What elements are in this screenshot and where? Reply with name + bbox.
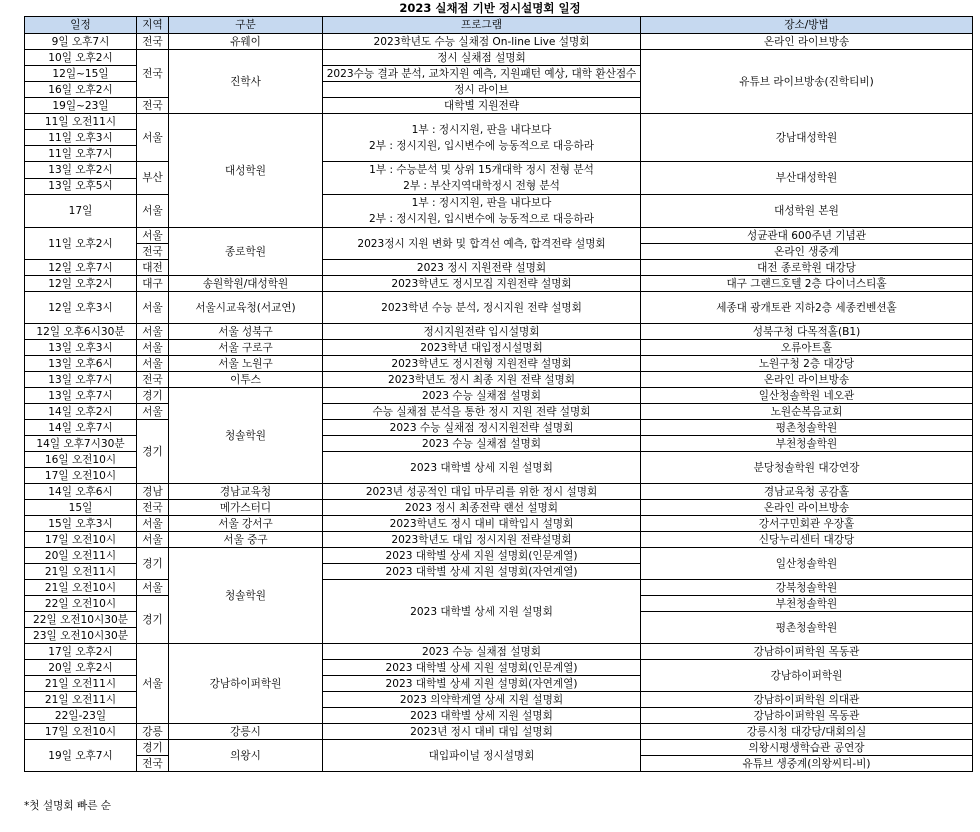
table-row — [25, 516, 973, 532]
venue-cell: 대구 그랜드호텔 2층 다이너스티홀 — [641, 276, 973, 292]
venue-cell: 노원구청 2층 대강당 — [641, 356, 973, 372]
org-cell: 메가스터디 — [169, 500, 323, 516]
region-cell: 서울 — [137, 114, 169, 162]
program-cell: 2023 정시 최종전략 랜선 설명회 — [323, 500, 641, 516]
program-cell: 2023 정시 지원전략 설명회 — [323, 260, 641, 276]
date-cell: 16일 오후2시 — [25, 82, 137, 98]
venue-cell: 일산청솔학원 — [641, 548, 973, 580]
date-cell: 15일 오후3시 — [25, 516, 137, 532]
region-cell: 전국 — [137, 372, 169, 388]
org-cell: 이투스 — [169, 372, 323, 388]
program-cell: 2023 대학별 상세 지원 설명회(자연계열) — [323, 676, 641, 692]
program-cell: 2023년 정시 대비 대입 설명회 — [323, 724, 641, 740]
org-cell: 송원학원/대성학원 — [169, 276, 323, 292]
program-cell — [323, 162, 641, 195]
venue-cell: 온라인 라이브방송 — [641, 34, 973, 50]
program-line: 1부 : 정시지원, 판을 내다보다 — [411, 123, 552, 136]
region-cell: 서울 — [137, 580, 169, 596]
table-row — [25, 228, 973, 244]
table-row — [25, 724, 973, 740]
venue-cell: 대성학원 본원 — [641, 195, 973, 228]
date-cell: 14일 오후2시 — [25, 404, 137, 420]
region-cell: 서울 — [137, 644, 169, 724]
table-row — [25, 548, 973, 564]
footnote: *첫 설명회 빠른 순 — [24, 800, 112, 812]
program-cell: 정시 라이브 — [323, 82, 641, 98]
venue-cell: 강남하이퍼학원 목동관 — [641, 644, 973, 660]
venue-cell: 부천청솔학원 — [641, 596, 973, 612]
date-cell: 17일 오전10시 — [25, 532, 137, 548]
program-cell: 2023학년도 정시 대비 대학입시 설명회 — [323, 516, 641, 532]
table-row — [25, 580, 973, 596]
date-cell: 13일 오후3시 — [25, 340, 137, 356]
program-cell: 2023 대학별 상세 지원 설명회(인문계열) — [323, 548, 641, 564]
program-cell: 2023학년도 대입 정시지원 전략설명회 — [323, 532, 641, 548]
program-line: 2부 : 정시지원, 입시변수에 능동적으로 대응하라 — [369, 139, 594, 152]
venue-cell: 온라인 생중계 — [641, 244, 973, 260]
venue-cell: 오류아트홀 — [641, 340, 973, 356]
region-cell: 서울 — [137, 356, 169, 372]
header-date: 일정 — [25, 17, 137, 34]
program-cell: 2023 수능 실채점 설명회 — [323, 388, 641, 404]
date-cell: 19일 오후7시 — [25, 740, 137, 772]
date-cell: 14일 오후6시 — [25, 484, 137, 500]
table-row — [25, 260, 973, 276]
table-row — [25, 388, 973, 404]
venue-cell: 의왕시평생학습관 공연장 — [641, 740, 973, 756]
program-cell: 2023 대학별 상세 지원 설명회 — [323, 452, 641, 484]
org-cell: 서울 구로구 — [169, 340, 323, 356]
table-row — [25, 500, 973, 516]
header-region: 지역 — [137, 17, 169, 34]
table-row — [25, 50, 973, 66]
page-title: 2023 실채점 기반 정시설명회 일정 — [399, 1, 581, 15]
program-cell: 2023년 성공적인 대입 마무리를 위한 정시 설명회 — [323, 484, 641, 500]
region-cell: 전국 — [137, 500, 169, 516]
region-cell: 서울 — [137, 516, 169, 532]
venue-cell: 노원순복음교회 — [641, 404, 973, 420]
date-cell: 12일 오후2시 — [25, 276, 137, 292]
venue-cell: 온라인 라이브방송 — [641, 500, 973, 516]
venue-cell: 분당청솔학원 대강연장 — [641, 452, 973, 484]
date-cell: 21일 오전11시 — [25, 564, 137, 580]
date-cell: 22일-23일 — [25, 708, 137, 724]
region-cell: 전국 — [137, 34, 169, 50]
date-cell: 13일 오후2시 — [25, 162, 137, 179]
program-cell: 수능 실채점 분석을 통한 정시 지원 전략 설명회 — [323, 404, 641, 420]
org-cell: 서울 중구 — [169, 532, 323, 548]
date-cell: 21일 오전10시 — [25, 580, 137, 596]
date-cell: 22일 오전10시30분 — [25, 612, 137, 628]
date-cell: 15일 — [25, 500, 137, 516]
program-cell: 2023학년도 정시모집 지원전략 설명회 — [323, 276, 641, 292]
date-cell: 14일 오후7시30분 — [25, 436, 137, 452]
program-cell: 정시지원전략 입시설명회 — [323, 324, 641, 340]
date-cell: 11일 오후3시 — [25, 130, 137, 146]
venue-cell: 평촌청솔학원 — [641, 420, 973, 436]
venue-cell: 강남하이퍼학원 — [641, 660, 973, 692]
region-cell: 서울 — [137, 324, 169, 340]
venue-cell: 강북청솔학원 — [641, 580, 973, 596]
org-cell: 서울시교육청(서교연) — [169, 292, 323, 324]
region-cell: 대전 — [137, 260, 169, 276]
date-cell: 12일 오후3시 — [25, 292, 137, 324]
region-cell: 부산 — [137, 162, 169, 195]
program-cell: 2023학년도 정시전형 지원전략 설명회 — [323, 356, 641, 372]
venue-cell: 유튜브 라이브방송(진학티비) — [641, 50, 973, 114]
date-cell: 16일 오전10시 — [25, 452, 137, 468]
venue-cell: 부산대성학원 — [641, 162, 973, 195]
schedule-table — [24, 16, 973, 772]
org-cell: 서울 성북구 — [169, 324, 323, 340]
date-cell: 17일 오전10시 — [25, 468, 137, 484]
table-row — [25, 162, 973, 179]
table-row — [25, 292, 973, 324]
venue-cell: 성북구청 다목적홀(B1) — [641, 324, 973, 340]
venue-cell: 평촌청솔학원 — [641, 612, 973, 644]
venue-cell: 강남하이퍼학원 목동관 — [641, 708, 973, 724]
date-cell: 11일 오후7시 — [25, 146, 137, 162]
venue-cell: 경남교육청 공감홀 — [641, 484, 973, 500]
program-cell: 2023 대학별 상세 지원 설명회 — [323, 580, 641, 644]
program-cell: 2023 대학별 상세 지원 설명회(자연계열) — [323, 564, 641, 580]
date-cell: 12일~15일 — [25, 66, 137, 82]
date-cell: 20일 오전11시 — [25, 548, 137, 564]
program-cell: 2023 수능 실채점 정시지원전략 설명회 — [323, 420, 641, 436]
table-row — [25, 420, 973, 436]
date-cell: 10일 오후2시 — [25, 50, 137, 66]
org-cell: 종로학원 — [169, 228, 323, 276]
org-cell: 강릉시 — [169, 724, 323, 740]
date-cell: 11일 오후2시 — [25, 228, 137, 260]
date-cell: 17일 오후2시 — [25, 644, 137, 660]
program-cell: 2023학년도 수능 실채점 On-line Live 설명회 — [323, 34, 641, 50]
venue-cell: 신당누리센터 대강당 — [641, 532, 973, 548]
program-line: 1부 : 수능분석 및 상위 15개대학 정시 전형 분석 — [369, 164, 594, 176]
date-cell: 12일 오후7시 — [25, 260, 137, 276]
program-cell: 2023학년 수능 분석, 정시지원 전략 설명회 — [323, 292, 641, 324]
venue-cell: 강남하이퍼학원 의대관 — [641, 692, 973, 708]
region-cell: 전국 — [137, 98, 169, 114]
date-cell: 14일 오후7시 — [25, 420, 137, 436]
program-cell: 2023수능 결과 분석, 교차지원 예측, 지원패턴 예상, 대학 환산점수 — [323, 66, 641, 82]
table-row — [25, 356, 973, 372]
table-row — [25, 740, 973, 756]
date-cell: 22일 오전10시 — [25, 596, 137, 612]
org-cell: 대성학원 — [169, 114, 323, 228]
region-cell: 대구 — [137, 276, 169, 292]
date-cell: 9일 오후7시 — [25, 34, 137, 50]
org-cell: 진학사 — [169, 50, 323, 114]
program-line: 2부 : 정시지원, 입시변수에 능동적으로 대응하라 — [369, 213, 594, 225]
program-cell — [323, 114, 641, 162]
table-row — [25, 644, 973, 660]
region-cell: 경기 — [137, 388, 169, 404]
date-cell: 17일 오전10시 — [25, 724, 137, 740]
venue-cell: 온라인 라이브방송 — [641, 372, 973, 388]
program-cell: 정시 실채점 설명회 — [323, 50, 641, 66]
table-row — [25, 195, 973, 228]
program-cell: 대학별 지원전략 — [323, 98, 641, 114]
program-line: 1부 : 정시지원, 판을 내다보다 — [411, 197, 552, 209]
region-cell: 서울 — [137, 195, 169, 228]
date-cell: 13일 오후5시 — [25, 178, 137, 195]
venue-cell: 부천청솔학원 — [641, 436, 973, 452]
org-cell: 서울 강서구 — [169, 516, 323, 532]
org-cell: 청솔학원 — [169, 388, 323, 484]
table-row — [25, 484, 973, 500]
venue-cell: 성균관대 600주년 기념관 — [641, 228, 973, 244]
region-cell: 경기 — [137, 740, 169, 756]
header-category: 구분 — [169, 17, 323, 34]
region-cell: 경남 — [137, 484, 169, 500]
table-row — [25, 372, 973, 388]
program-cell: 2023 대학별 상세 지원 설명회(인문계열) — [323, 660, 641, 676]
region-cell: 전국 — [137, 756, 169, 772]
header-program: 프로그램 — [323, 17, 641, 34]
date-cell: 17일 — [25, 195, 137, 228]
date-cell: 20일 오후2시 — [25, 660, 137, 676]
program-cell: 2023학년 대입정시설명회 — [323, 340, 641, 356]
region-cell: 경기 — [137, 596, 169, 644]
program-cell: 2023 수능 실채점 설명회 — [323, 436, 641, 452]
org-cell: 경남교육청 — [169, 484, 323, 500]
region-cell: 경기 — [137, 548, 169, 580]
table-row — [25, 404, 973, 420]
date-cell: 12일 오후6시30분 — [25, 324, 137, 340]
program-cell: 2023 의약학계열 상세 지원 설명회 — [323, 692, 641, 708]
venue-cell: 강남대성학원 — [641, 114, 973, 162]
org-cell: 청솔학원 — [169, 548, 323, 644]
date-cell: 21일 오전11시 — [25, 676, 137, 692]
region-cell: 강릉 — [137, 724, 169, 740]
org-cell: 유웨이 — [169, 34, 323, 50]
date-cell: 11일 오전11시 — [25, 114, 137, 130]
program-cell: 2023 수능 실채점 설명회 — [323, 644, 641, 660]
org-cell: 의왕시 — [169, 740, 323, 772]
venue-cell: 세종대 광개토관 지하2층 세종컨벤션홀 — [641, 292, 973, 324]
date-cell: 13일 오후6시 — [25, 356, 137, 372]
region-cell: 서울 — [137, 228, 169, 244]
region-cell: 서울 — [137, 340, 169, 356]
program-cell: 2023 대학별 상세 지원 설명회 — [323, 708, 641, 724]
table-row — [25, 276, 973, 292]
venue-cell: 유튜브 생중계(의왕씨티-비) — [641, 756, 973, 772]
table-row — [25, 324, 973, 340]
region-cell: 전국 — [137, 244, 169, 260]
program-cell: 2023학년도 정시 최종 지원 전략 설명회 — [323, 372, 641, 388]
program-cell: 대입파이널 정시설명회 — [323, 740, 641, 772]
venue-cell: 강릉시청 대강당/대회의실 — [641, 724, 973, 740]
region-cell: 서울 — [137, 532, 169, 548]
region-cell: 전국 — [137, 50, 169, 98]
date-cell: 13일 오후7시 — [25, 388, 137, 404]
region-cell: 경기 — [137, 420, 169, 484]
venue-cell: 강서구민회관 우장홀 — [641, 516, 973, 532]
table-row — [25, 532, 973, 548]
header-venue: 장소/방법 — [641, 17, 973, 34]
venue-cell: 일산청솔학원 네오관 — [641, 388, 973, 404]
org-cell: 서울 노원구 — [169, 356, 323, 372]
region-cell: 서울 — [137, 292, 169, 324]
venue-cell: 대전 종로학원 대강당 — [641, 260, 973, 276]
table-row — [25, 340, 973, 356]
region-cell: 서울 — [137, 404, 169, 420]
program-cell: 2023정시 지원 변화 및 합격선 예측, 합격전략 설명회 — [323, 228, 641, 260]
org-cell: 강남하이퍼학원 — [169, 644, 323, 724]
program-cell — [323, 195, 641, 228]
table-row — [25, 114, 973, 130]
table-row — [25, 34, 973, 50]
header-row — [25, 17, 973, 34]
date-cell: 13일 오후7시 — [25, 372, 137, 388]
date-cell: 21일 오전11시 — [25, 692, 137, 708]
date-cell: 23일 오전10시30분 — [25, 628, 137, 644]
program-line: 2부 : 부산지역대학정시 전형 분석 — [403, 180, 560, 192]
date-cell: 19일~23일 — [25, 98, 137, 114]
